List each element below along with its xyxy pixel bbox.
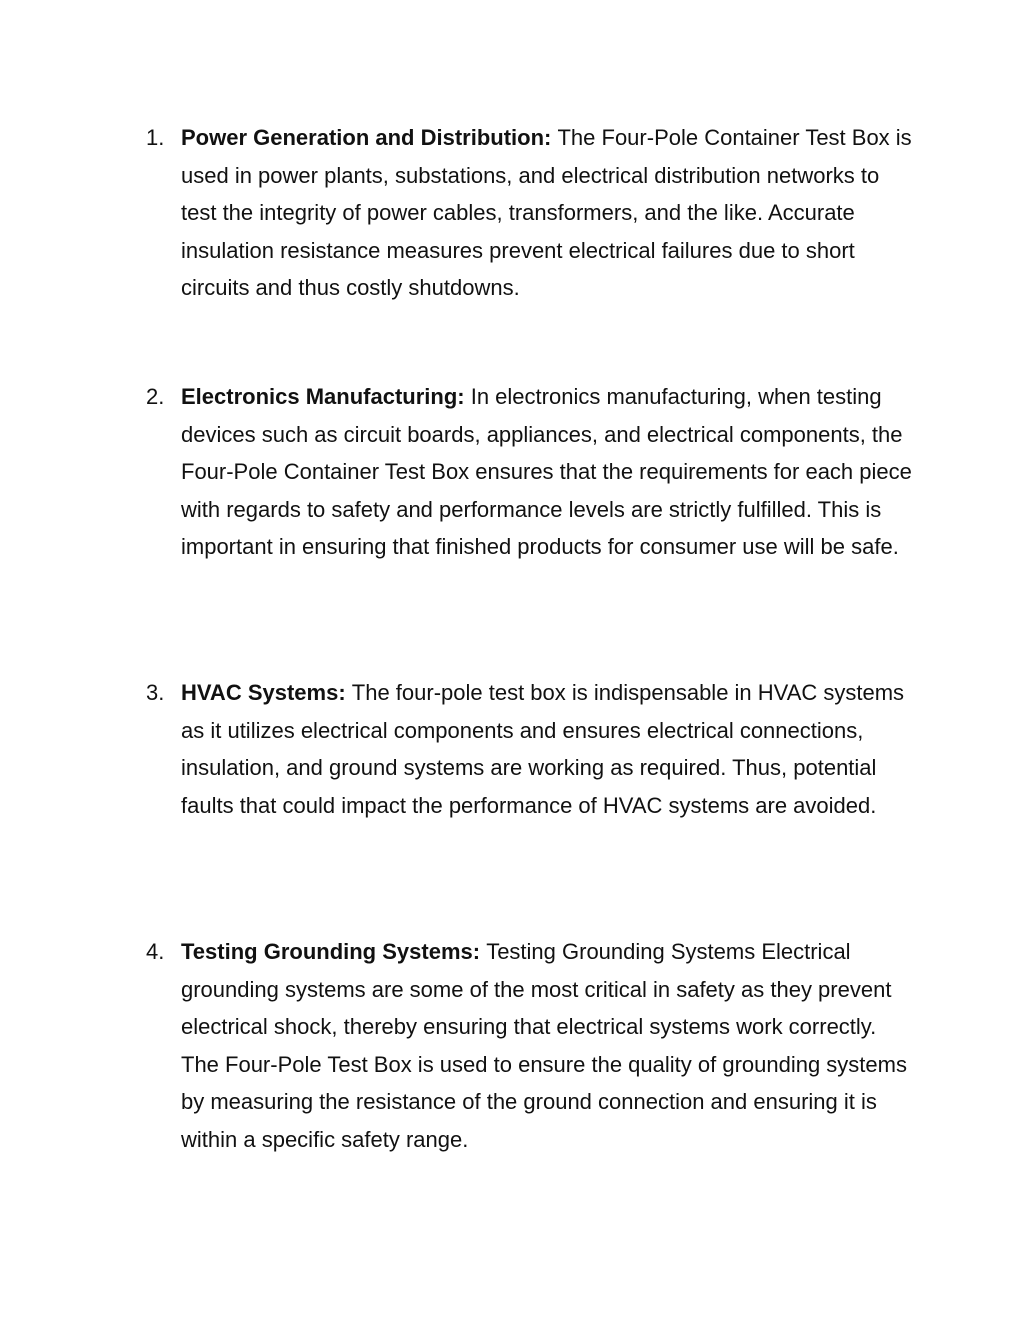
list-item-title: Power Generation and Distribution: — [181, 125, 558, 150]
list-item — [146, 674, 916, 824]
list-item-body — [181, 674, 916, 824]
list-item-text: The four-pole test box is indispensable in HVAC systems as it utilizes electrical components and ensures electrical connections, insulation, and ground systems are working as required. Thus, potential faults that could impact the performance of HVAC systems are avoided. — [181, 680, 905, 818]
list-item — [146, 378, 916, 566]
list-item-text: Testing Grounding Systems Electrical grounding systems are some of the most critical in safety as they prevent electrical shock, thereby ensuring that electrical systems work correctly. The Four-Pole Test Box is used to ensure the quality of grounding systems by measuring the resistance of the ground connection and ensuring it is within a specific safety range. — [181, 939, 907, 1152]
list-item-title: Electronics Manufacturing: — [181, 384, 471, 409]
list-item-title: Testing Grounding Systems: — [181, 939, 487, 964]
list-item-number: 2. — [146, 384, 165, 409]
list-item-text: The Four-Pole Container Test Box is used in power plants, substations, and electrical distribution networks to test the integrity of power cables, transformers, and the like. Accurate insulation resistance measures prevent electrical failures due to short circuits and thus costly shutdowns. — [181, 125, 912, 300]
list-item-number: 1. — [146, 125, 165, 150]
list-item-number: 4. — [146, 939, 165, 964]
list-item-body — [181, 933, 916, 1158]
list-item-title: HVAC Systems: — [181, 680, 352, 705]
list-item-number: 3. — [146, 680, 165, 705]
list-item — [146, 119, 916, 307]
list-item-text: In electronics manufacturing, when testing devices such as circuit boards, appliances, and electrical components, the Four-Pole Container Test Box ensures that the requirements for each piece with regards to safety and performance levels are strictly fulfilled. This is important in ensuring that finished products for consumer use will be safe. — [181, 384, 912, 559]
list-item-body — [181, 119, 916, 307]
list-item — [146, 933, 916, 1158]
list-item-body — [181, 378, 916, 566]
